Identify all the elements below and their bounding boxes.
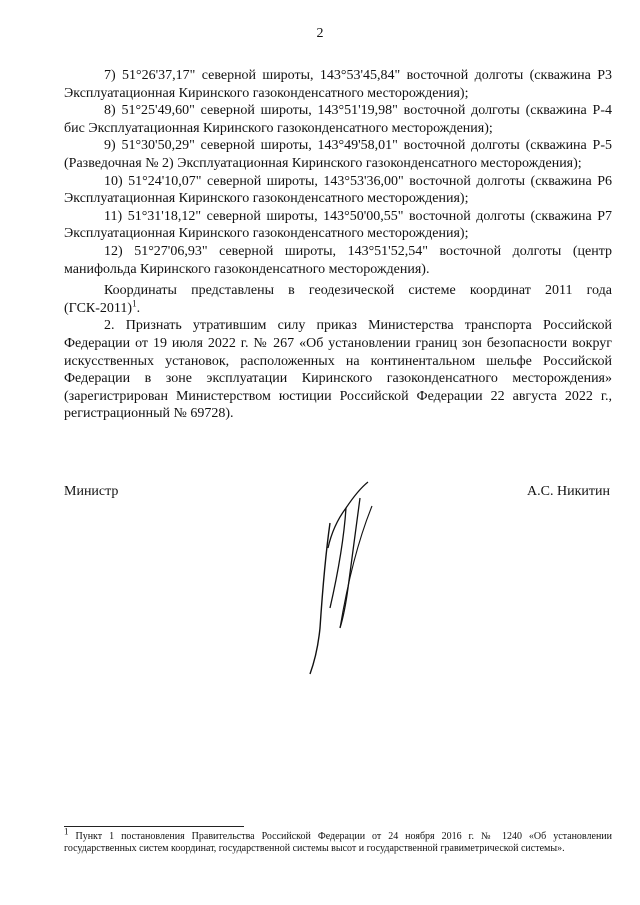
- item-lead: 9) 51°30'50,29" северной широты, 143°49'58,01" восточной долготы: [104, 138, 520, 154]
- item-rest: Р3 Эксплуатационная Киринского газоконденсатного месторождения);: [64, 68, 613, 101]
- item-lead: 7) 51°26'37,17" северной широты, 143°53'45,84" восточной долготы (скважина: [104, 68, 591, 83]
- coordinate-item-10: [64, 173, 612, 208]
- coordinate-item-11: [64, 208, 612, 243]
- item-lead: 12) 51°27'06,93" северной широты, 143°51'52,54" восточной долготы (центр: [104, 243, 612, 259]
- coordinate-item-8: [64, 102, 612, 137]
- coordinate-item-12: [64, 243, 612, 278]
- document-body: [64, 67, 612, 423]
- coordinate-system-note: [64, 282, 612, 317]
- item-rest: Р-4 бис Эксплуатационная Киринского газоконденсатного месторождения);: [64, 103, 612, 136]
- page-number: 2: [316, 26, 324, 41]
- footnote-ref: 1: [132, 298, 137, 309]
- item-rest: (скважина Р7 Эксплуатационная Киринского газоконденсатного месторождения);: [64, 208, 612, 242]
- item-rest: манифольда Киринского газоконденсатного месторождения).: [64, 261, 430, 277]
- item-rest: (скважина Р6 Эксплуатационная Киринского газоконденсатного месторождения);: [64, 173, 613, 207]
- item-lead: 8) 51°25'49,60" северной широты, 143°51'19,98" восточной долготы (скважина: [104, 103, 587, 119]
- footnote-marker: 1: [64, 826, 69, 837]
- note-end: .: [136, 300, 141, 316]
- footnote-divider: [64, 826, 244, 827]
- item-lead: 10) 51°24'10,07" северной широты, 143°53'36,00" восточной долготы: [104, 173, 526, 189]
- coordinate-item-7: [64, 67, 612, 102]
- item-rest: (скважина Р-5 (Разведочная № 2) Эксплуатационная Киринского газоконденсатного месторождения);: [64, 138, 612, 171]
- signatory-title: Министр: [64, 484, 119, 499]
- signatory-name: А.С. Никитин: [527, 484, 610, 499]
- footnote-text: Пункт 1 постановления Правительства Российской Федерации от 24 ноября 2016 г. № 1240 «Об установлении государственных систем координат, государственной системы высот и государственной гравиметрической системы».: [64, 831, 612, 854]
- coordinate-item-9: [64, 137, 612, 172]
- note-text: Координаты представлены в геодезической системе координат 2011 года (ГСК-2011): [64, 283, 612, 316]
- footnote: [64, 826, 612, 855]
- signature-image: [300, 478, 390, 678]
- point-2: 2. Признать утратившим силу приказ Министерства транспорта Российской Федерации от 19 июля 2022 г. № 267 «Об установлении границ зон безопасности вокруг искусственных установок, расположенных на континентальном шельфе Российской Федерации в зоне эксплуатации Киринского газоконденсатного месторождения» (зарегистрирован Министерством юстиции Российской Федерации 22 августа 2022 г., регистрационный № 69728).: [64, 318, 612, 422]
- item-lead: 11) 51°31'18,12" северной широты, 143°50'00,55" восточной долготы: [104, 208, 525, 224]
